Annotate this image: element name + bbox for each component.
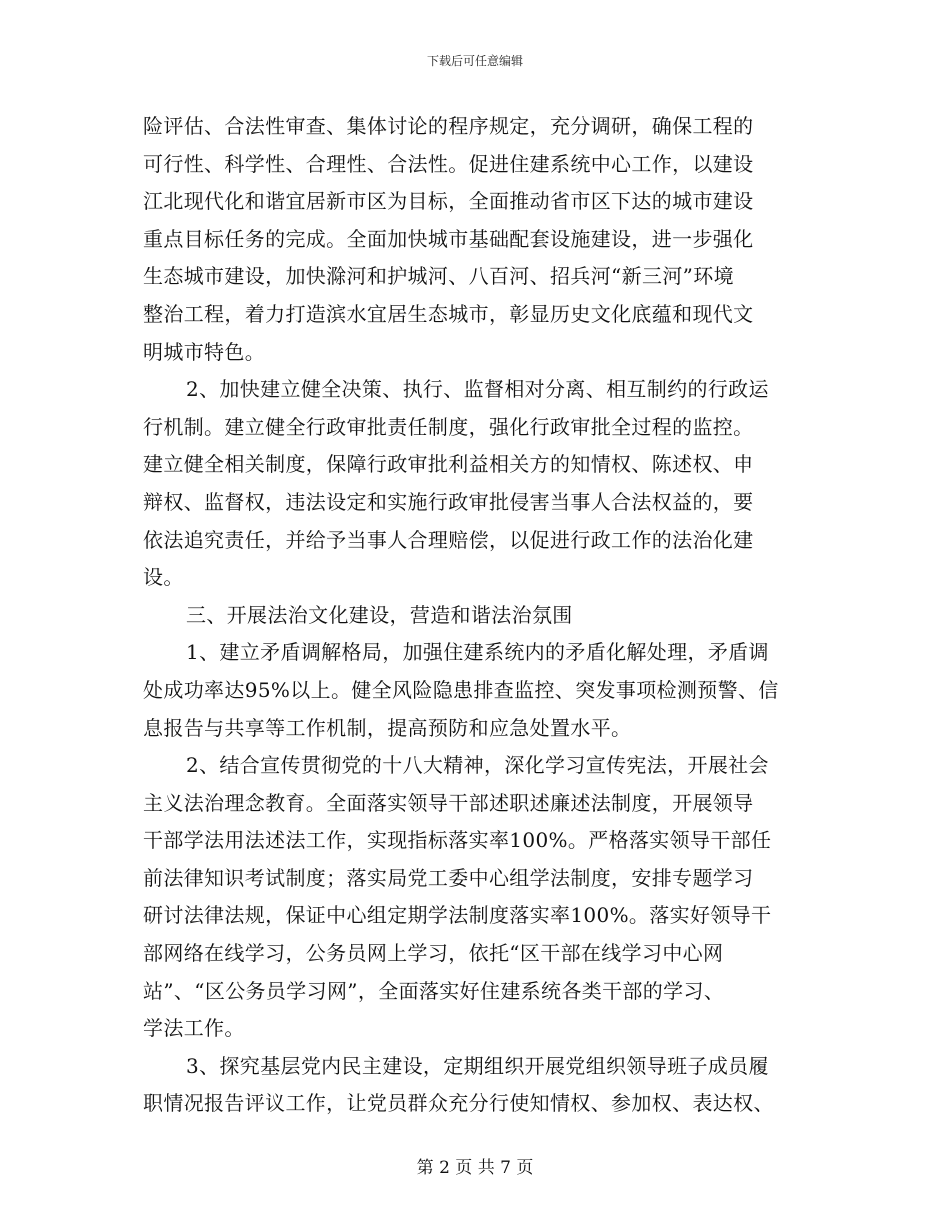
text-line: 部网络在线学习，公务员网上学习，依托“区干部在线学习中心网: [143, 941, 724, 966]
text-line: 主义法治理念教育。全面落实领导干部述职述廉述法制度，开展领导: [143, 790, 754, 815]
text-line: 可行性、科学性、合理性、合法性。促进住建系统中心工作，以建设: [143, 151, 754, 176]
paragraph-start-line: 2、加快建立健全决策、执行、监督相对分离、相互制约的行政运: [186, 377, 769, 402]
text-line: 生态城市建设，加快滁河和护城河、八百河、招兵河“新三河”环境: [143, 264, 734, 289]
text-line: 研讨法律法规，保证中心组定期学法制度落实率100%。落实好领导干: [143, 903, 772, 928]
text-line: 站”、“区公务员学习网”，全面落实好住建系统各类干部的学习、: [143, 978, 725, 1003]
text-line: 整治工程，着力打造滨水宜居生态城市，彰显历史文化底蕴和现代文: [143, 301, 754, 326]
text-line: 设。: [143, 565, 184, 590]
text-line: 前法律知识考试制度；落实局党工委中心组学法制度，安排专题学习: [143, 865, 754, 890]
paragraph-start-line: 1、建立矛盾调解格局，加强住建系统内的矛盾化解处理，矛盾调: [186, 640, 769, 665]
paragraph-start-line: 3、探究基层党内民主建设，定期组织开展党组织领导班子成员履: [186, 1053, 769, 1078]
section-heading: 三、开展法治文化建设，营造和谐法治氛围: [186, 602, 573, 627]
text-line: 明城市特色。: [143, 339, 266, 364]
text-line: 干部学法用法述法工作，实现指标落实率100%。严格落实领导干部任: [143, 828, 772, 853]
text-line: 处成功率达95%以上。健全风险隐患排查监控、突发事项检测预警、信: [143, 677, 779, 702]
page-header: 下载后可任意编辑: [426, 54, 523, 68]
text-line: 江北现代化和谐宜居新市区为目标，全面推动省市区下达的城市建设: [143, 189, 754, 214]
page-number-footer: 第 2 页 共 7 页: [416, 1158, 534, 1178]
document-body: [143, 108, 808, 1123]
text-line: 辩权、监督权，违法设定和实施行政审批侵害当事人合法权益的，要: [143, 489, 754, 514]
text-line: 行机制。建立健全行政审批责任制度，强化行政审批全过程的监控。: [143, 414, 754, 439]
text-line: 重点目标任务的完成。全面加快城市基础配套设施建设，进一步强化: [143, 226, 754, 251]
paragraph-start-line: 2、结合宣传贯彻党的十八大精神，深化学习宣传宪法，开展社会: [186, 753, 769, 778]
text-line: 依法追究责任，并给予当事人合理赔偿，以促进行政工作的法治化建: [143, 527, 754, 552]
text-line: 学法工作。: [143, 1016, 245, 1041]
text-line: 息报告与共享等工作机制，提高预防和应急处置水平。: [143, 715, 632, 740]
text-line: 建立健全相关制度，保障行政审批利益相关方的知情权、陈述权、申: [143, 452, 754, 477]
text-line: 险评估、合法性审查、集体讨论的程序规定，充分调研，确保工程的: [143, 114, 754, 138]
text-line: 职情况报告评议工作，让党员群众充分行使知情权、参加权、表达权、: [143, 1091, 774, 1116]
